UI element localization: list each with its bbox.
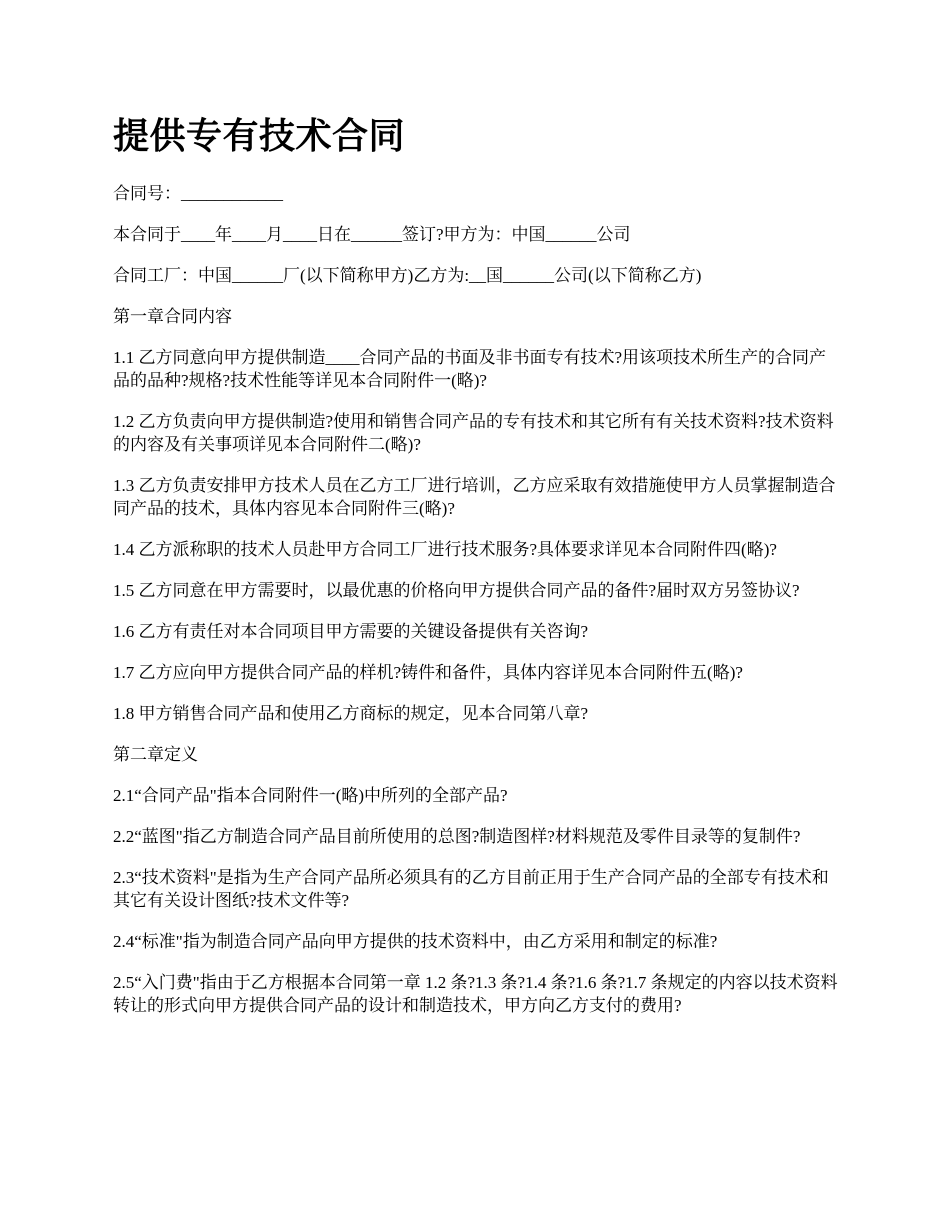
clause-2-1: 2.1“合同产品"指本合同附件一(略)中所列的全部产品? — [113, 786, 508, 805]
clause-2-5: 2.5“入门费"指由于乙方根据本合同第一章 1.2 条?1.3 条?1.4 条?1.6 条?1.7 条规定的内容以技术资料转让的形式向甲方提供合同产品的设计和制造技术，甲方向乙方支付的费用? — [113, 973, 838, 1015]
clause-1-1: 1.1 乙方同意向甲方提供制造____合同产品的书面及非书面专有技术?用该项技术所生产的合同产品的品种?规格?技术性能等详见本合同附件一(略)? — [113, 348, 827, 390]
clause-1-4: 1.4 乙方派称职的技术人员赴甲方合同工厂进行技术服务?具体要求详见本合同附件四(略)? — [113, 540, 777, 559]
clause-1-6: 1.6 乙方有责任对本合同项目甲方需要的关键设备提供有关咨询? — [113, 622, 589, 641]
clause-1-8: 1.8 甲方销售合同产品和使用乙方商标的规定，见本合同第八章? — [113, 704, 589, 723]
chapter-heading-1: 第一章合同内容 — [113, 307, 232, 326]
chapter-heading-2: 第二章定义 — [113, 745, 198, 764]
party-info: 合同工厂：中国______厂(以下简称甲方)乙方为:__国______公司(以下简称乙方) — [113, 266, 702, 285]
signing-info: 本合同于____年____月____日在______签订?甲方为：中国______公司 — [113, 225, 631, 244]
clause-1-3: 1.3 乙方负责安排甲方技术人员在乙方工厂进行培训，乙方应采取有效措施使甲方人员掌握制造合同产品的技术，具体内容见本合同附件三(略)? — [113, 476, 836, 518]
clause-1-2: 1.2 乙方负责向甲方提供制造?使用和销售合同产品的专有技术和其它所有有关技术资料?技术资料的内容及有关事项详见本合同附件二(略)? — [113, 412, 834, 454]
clause-1-5: 1.5 乙方同意在甲方需要时，以最优惠的价格向甲方提供合同产品的备件?届时双方另签协议? — [113, 581, 800, 600]
clause-2-3: 2.3“技术资料"是指为生产合同产品所必须具有的乙方目前正用于生产合同产品的全部专有技术和其它有关设计图纸?技术文件等? — [113, 868, 829, 910]
contract-number: 合同号：____________ — [113, 184, 283, 203]
clause-2-4: 2.4“标准"指为制造合同产品向甲方提供的技术资料中，由乙方采用和制定的标准? — [113, 932, 718, 951]
clause-1-7: 1.7 乙方应向甲方提供合同产品的样机?铸件和备件，具体内容详见本合同附件五(略)? — [113, 663, 743, 682]
clause-2-2: 2.2“蓝图"指乙方制造合同产品目前所使用的总图?制造图样?材料规范及零件目录等的复制件? — [113, 827, 801, 846]
document-title: 提供专有技术合同 — [113, 116, 406, 156]
document-page — [113, 112, 843, 1035]
